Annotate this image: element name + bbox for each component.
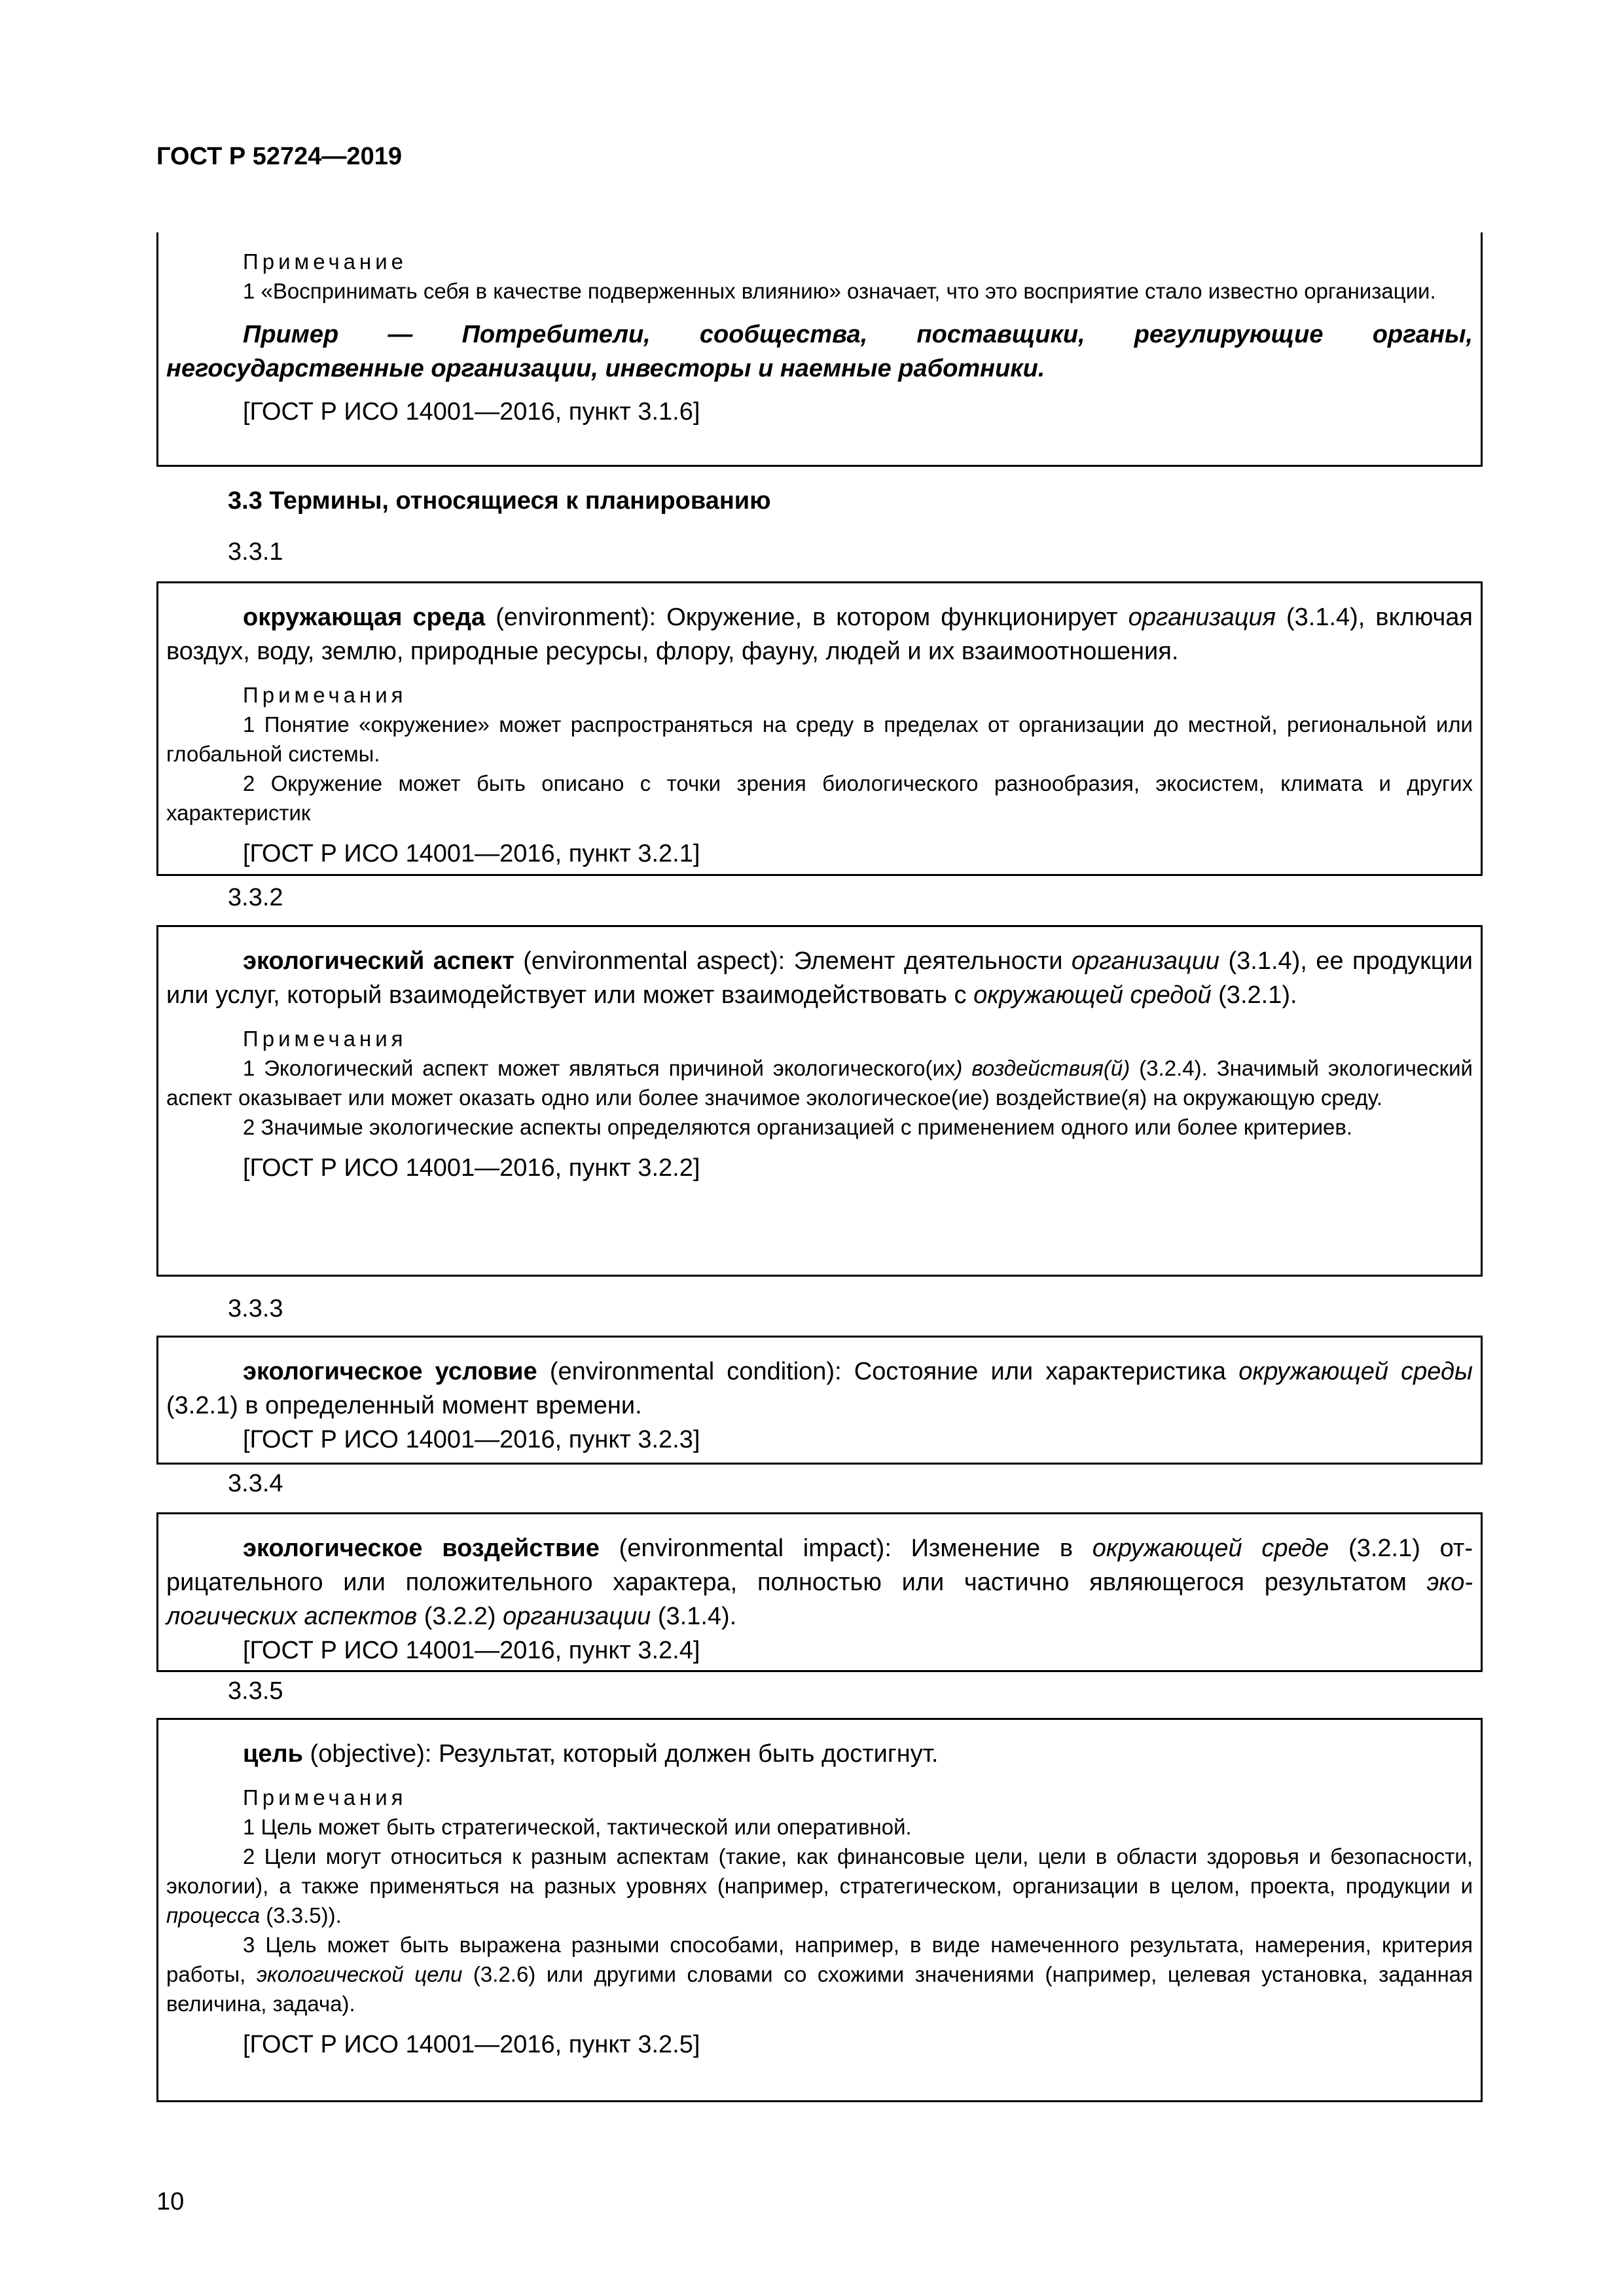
definition-text: (environment): Окружение, в котором функционирует [485, 604, 1128, 631]
term-crossref: окружающей среды [1238, 1358, 1473, 1385]
term-number: 3.3.4 [228, 1470, 283, 1497]
note-text: (3.2.6) или другими словами со схожими значениями (например, целевая установка, заданная величина, задача). [166, 1962, 1473, 2016]
term-name: цель [243, 1740, 303, 1768]
definition-text: (3.2.1) отрицательного или положительного характера, полностью или частично являющегося результатом [166, 1535, 1473, 1596]
term-crossref: процесса [166, 1903, 261, 1927]
term-definition [166, 1355, 1473, 1423]
source-reference: [ГОСТ Р ИСО 14001—2016, пункт 3.2.3] [243, 1426, 700, 1453]
term-box-continuation [156, 232, 1483, 467]
definition-text: (environmental impact): Изменение в [599, 1535, 1092, 1562]
definition-text: (environmental aspect): Элемент деятельности [514, 947, 1072, 975]
term-crossref: организации [1071, 947, 1220, 975]
source-reference: [ГОСТ Р ИСО 14001—2016, пункт 3.2.1] [243, 840, 700, 867]
definition-text: (environmental condition): Состояние или характеристика [537, 1358, 1239, 1385]
note-item: 2 Значимые экологические аспекты определяются организацией с применением одного или более критериев. [243, 1115, 1353, 1139]
term-crossref: экологической цели [256, 1962, 463, 1986]
source-reference: [ГОСТ Р ИСО 14001—2016, пункт 3.1.6] [243, 398, 700, 426]
term-box-environmental-condition [156, 1336, 1483, 1465]
definition-text: (3.2.1) в определенный момент времени. [166, 1392, 642, 1419]
note-text: (3.3.5)). [260, 1903, 342, 1927]
note-item: 2 Окружение может быть описано с точки зрения биологического разнообразия, экосистем, климата и других характеристик [166, 771, 1473, 825]
term-name: экологическое условие [243, 1358, 537, 1385]
note-item: 1 Цель может быть стратегической, тактической или оперативной. [243, 1815, 912, 1839]
source-reference: [ГОСТ Р ИСО 14001—2016, пункт 3.2.2] [243, 1154, 700, 1182]
term-crossref: организации [503, 1603, 651, 1630]
note-text: 3 Цель может быть выражена разными способами, например, в виде намеченного результата, намерения, критерия работы, [166, 1933, 1473, 1986]
note-item [166, 1053, 1473, 1112]
definition-text: (objective): Результат, который должен быть достигнут. [303, 1740, 939, 1768]
definition-text: (3.1.4), включая воздух, воду, землю, природные ресурсы, флору, фауну, людей и их взаимоотношения. [166, 604, 1473, 665]
definition-text: (3.1.4), ее продукции или услуг, который взаимодействует или может взаимодействовать с [166, 947, 1473, 1009]
source-reference: [ГОСТ Р ИСО 14001—2016, пункт 3.2.4] [243, 1637, 700, 1664]
term-box-environment [156, 581, 1483, 876]
definition-text: (3.2.2) [417, 1603, 503, 1630]
term-definition [166, 600, 1473, 668]
term-number: 3.3.1 [228, 538, 283, 566]
term-crossref: ) воздействия(й) [955, 1056, 1130, 1080]
term-name: экологическое воздействие [243, 1535, 600, 1562]
term-definition [166, 1737, 1473, 1771]
note-item [166, 1930, 1473, 2018]
note-item: 1 «Воспринимать себя в качестве подверженных влиянию» означает, что это восприятие стало известно организации. [243, 279, 1436, 303]
term-box-environmental-aspect [156, 925, 1483, 1277]
term-number: 3.3.5 [228, 1677, 283, 1705]
term-crossref: окружающей среде [1092, 1535, 1329, 1562]
term-name: окружающая среда [243, 604, 486, 631]
term-crossref: организация [1128, 604, 1276, 631]
definition-text: (3.1.4). [651, 1603, 737, 1630]
term-definition [166, 1531, 1473, 1633]
page-number: 10 [156, 2188, 185, 2215]
notes-heading: Примечания [243, 683, 407, 707]
note-text: 1 Экологический аспект может являться причиной экологического(их [243, 1056, 956, 1080]
note-text: (3.2.4). Значимый экологический аспект оказывает или может оказать одно или более значимое экологическое(ие) воздействие(я) на окружающую среду. [166, 1056, 1473, 1110]
note-item [166, 1842, 1473, 1930]
notes-heading: Примечания [243, 1027, 407, 1051]
note-text: 2 Цели могут относиться к разным аспектам (такие, как финансовые цели, цели в области здоровья и безопасности, экологии), а также применяться на разных уровнях (например, стратегическом, организации в целом, проекта, продукции и [166, 1844, 1473, 1898]
document-header: ГОСТ Р 52724—2019 [156, 143, 402, 170]
example-text: Пример — Потребители, сообщества, поставщики, регулирующие органы, негосударственные организации, инвесторы и наемные работники. [166, 321, 1473, 382]
note-item: 1 Понятие «окружение» может распространяться на среду в пределах от организации до местной, региональной или глобальной системы. [166, 712, 1473, 766]
term-crossref: экологических аспектов [166, 1569, 1473, 1630]
section-heading: 3.3 Термины, относящиеся к планированию [228, 487, 771, 515]
term-box-environmental-impact [156, 1512, 1483, 1672]
term-number: 3.3.2 [228, 884, 283, 911]
notes-heading: Примечания [243, 1785, 407, 1810]
term-crossref: окружающей средой [973, 981, 1212, 1009]
source-reference: [ГОСТ Р ИСО 14001—2016, пункт 3.2.5] [243, 2031, 700, 2058]
term-number: 3.3.3 [228, 1295, 283, 1322]
term-box-objective [156, 1718, 1483, 2102]
term-name: экологический аспект [243, 947, 514, 975]
notes-heading: Примечание [243, 249, 408, 274]
definition-text: (3.2.1). [1211, 981, 1297, 1009]
term-definition [166, 944, 1473, 1012]
